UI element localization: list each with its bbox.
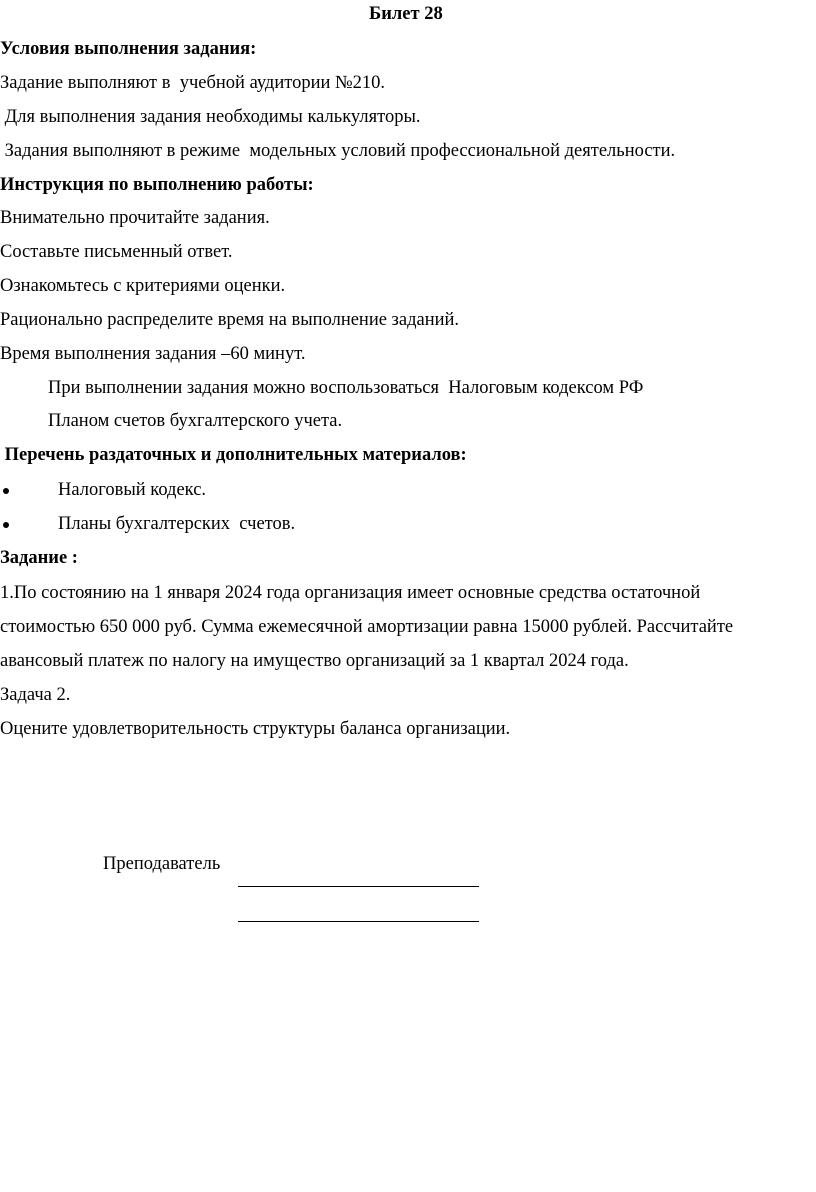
conditions-line-3: Задания выполняют в режиме модельных условий профессиональной деятельности. (0, 141, 676, 161)
instruction-line-3: Ознакомьтесь с критериями оценки. (0, 276, 286, 296)
materials-item-1: Налоговый кодекс. (58, 480, 207, 500)
instruction-line-2: Составьте письменный ответ. (0, 242, 233, 262)
task2-title: Задача 2. (0, 685, 71, 705)
task2-text: Оцените удовлетворительность структуры баланса организации. (0, 719, 511, 739)
conditions-line-1: Задание выполняют в учебной аудитории №210. (0, 73, 386, 93)
materials-heading: Перечень раздаточных и дополнительных материалов: (0, 445, 467, 465)
task-heading: Задание : (0, 548, 78, 568)
task1-line-3: авансовый платеж по налогу на имущество организаций за 1 квартал 2024 года. (0, 651, 629, 671)
signature-line-1 (238, 886, 479, 887)
signature-label: Преподаватель (103, 854, 221, 874)
task1-line-1: 1.По состоянию на 1 января 2024 года организация имеет основные средства остаточной (0, 583, 701, 603)
instruction-line-1: Внимательно прочитайте задания. (0, 208, 270, 228)
instruction-line-4: Рационально распределите время на выполнение заданий. (0, 310, 460, 330)
ticket-title: Билет 28 (369, 4, 443, 24)
bullet-icon (3, 522, 9, 528)
bullet-icon (3, 488, 9, 494)
signature-line-2 (238, 921, 479, 922)
materials-item-2: Планы бухгалтерских счетов. (58, 514, 296, 534)
instructions-heading: Инструкция по выполнению работы: (0, 175, 314, 195)
conditions-heading: Условия выполнения задания: (0, 39, 257, 59)
task1-line-2: стоимостью 650 000 руб. Сумма ежемесячной амортизации равна 15000 рублей. Рассчитайте (0, 617, 734, 637)
instruction-indented-line-2: Планом счетов бухгалтерского учета. (48, 411, 343, 431)
conditions-line-2: Для выполнения задания необходимы калькуляторы. (0, 107, 421, 127)
instruction-line-5: Время выполнения задания –60 минут. (0, 344, 306, 364)
instruction-indented-line-1: При выполнении задания можно воспользоваться Налоговым кодексом РФ (48, 378, 644, 398)
